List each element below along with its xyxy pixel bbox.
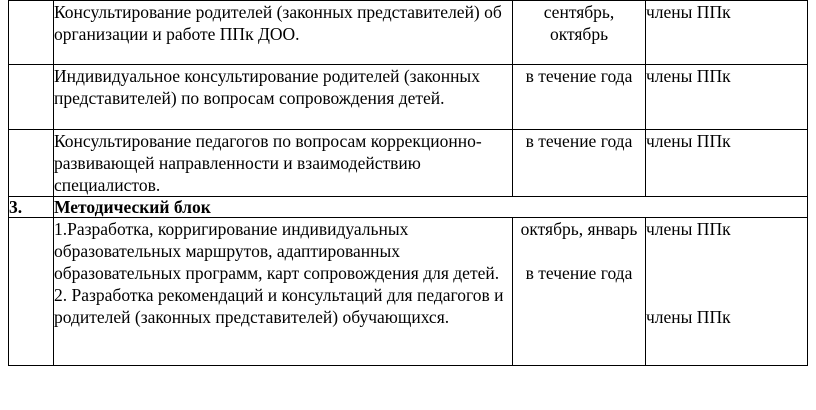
row-number-cell [9,218,54,366]
participants-cell: члены ППк [646,130,808,197]
section-title: Методический блок [54,197,808,218]
task-cell: Консультирование родителей (законных представителей) об организации и работе ППк ДОО. [54,1,513,65]
table-row [9,130,808,197]
participants-cell [646,218,808,366]
table-row [9,1,808,65]
term-cell: сентябрь, октябрь [513,1,646,65]
task-cell: Консультирование педагогов по вопросам коррекционно-развивающей направленности и взаимодействию специалистов. [54,130,513,197]
participants-cell: члены ППк [646,65,808,130]
participants-item-1: члены ППк [646,219,731,239]
participants-item-2: члены ППк [646,307,731,327]
term-item-1: октябрь, январь [520,219,638,239]
task-cell [54,218,513,366]
row-number-cell [9,130,54,197]
table-row [9,65,808,130]
participants-spacer [646,240,807,306]
table-row [9,218,808,366]
term-item-2: в течение года [525,263,633,283]
task-item-2: 2. Разработка рекомендаций и консультаций для педагогов и родителей (законных представителей) обучающихся. [54,285,504,327]
section-header-row [9,197,808,218]
task-cell: Индивидуальное консультирование родителей (законных представителей) по вопросам сопровождения детей. [54,65,513,130]
participants-cell: члены ППк [646,1,808,65]
term-cell: в течение года [513,65,646,130]
term-cell [513,218,646,366]
task-item-1: 1.Разработка, корригирование индивидуальных образовательных маршрутов, адаптированных образовательных программ, карт сопровождения для детей. [54,219,500,283]
section-number: 3. [9,197,54,218]
row-number-cell [9,65,54,130]
plan-table [8,0,808,366]
term-cell: в течение года [513,130,646,197]
term-spacer [513,240,645,262]
row-number-cell [9,1,54,65]
